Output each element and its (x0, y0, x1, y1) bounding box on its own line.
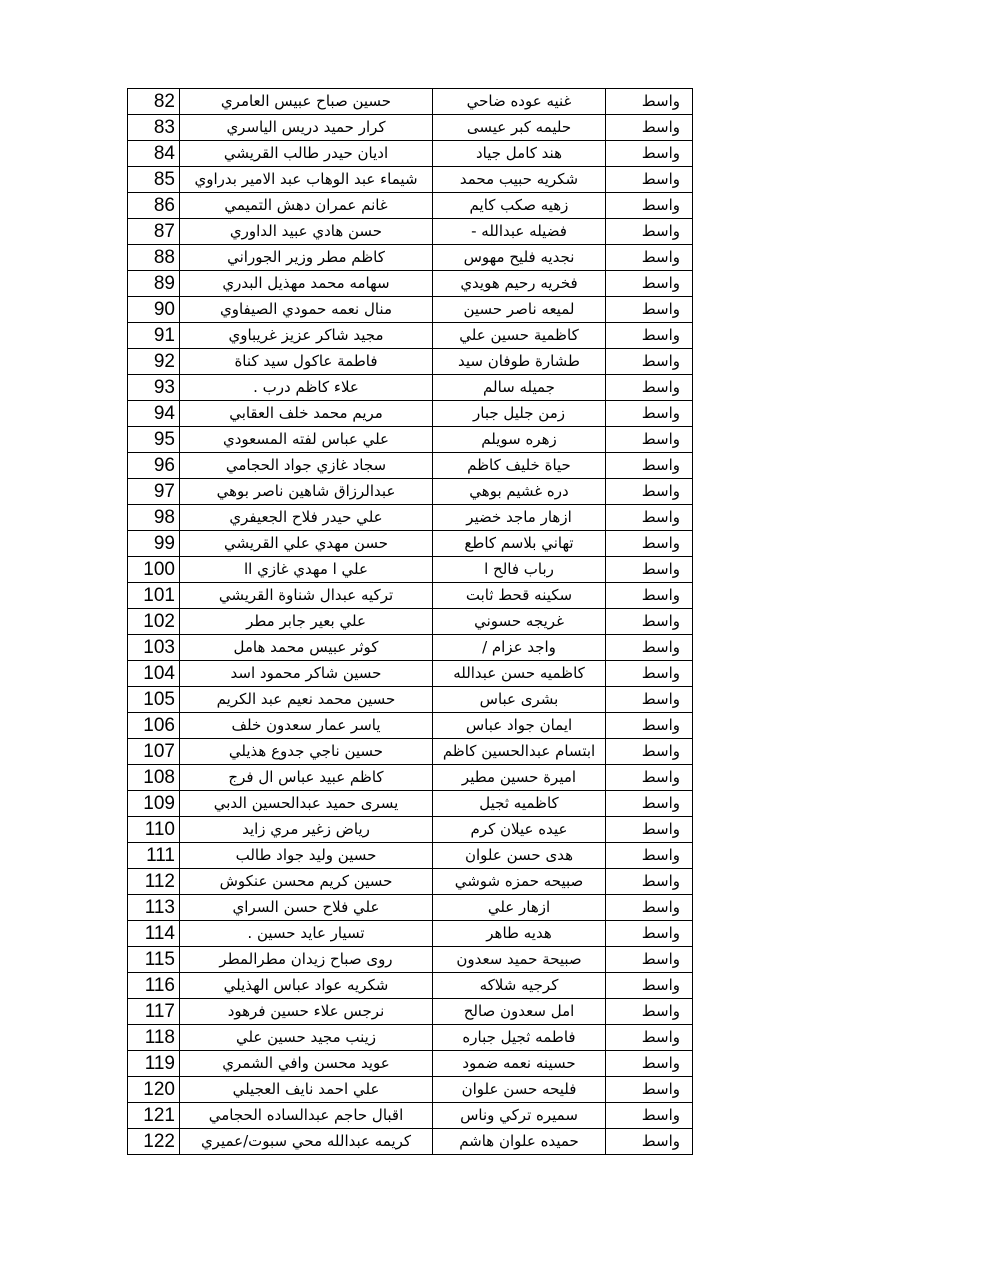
row-number: 114 (128, 921, 180, 947)
row-number: 99 (128, 531, 180, 557)
province-name: واسط (606, 1051, 693, 1077)
relative-name: نجديه فليح مهوس (433, 245, 606, 271)
relative-name: هديه طاهر (433, 921, 606, 947)
row-number: 88 (128, 245, 180, 271)
province-name: واسط (606, 583, 693, 609)
row-number: 93 (128, 375, 180, 401)
province-name: واسط (606, 635, 693, 661)
province-name: واسط (606, 895, 693, 921)
province-name: واسط (606, 791, 693, 817)
table-row (128, 973, 693, 999)
person-name: علي حيدر فلاح الجعيفري (180, 505, 433, 531)
person-name: علي بعير جابر مطر (180, 609, 433, 635)
province-name: واسط (606, 375, 693, 401)
row-number: 116 (128, 973, 180, 999)
relative-name: زمن جليل جبار (433, 401, 606, 427)
table-row (128, 193, 693, 219)
table-row (128, 115, 693, 141)
relative-name: فليحه حسن علوان (433, 1077, 606, 1103)
relative-name: طشارة طوفان سيد (433, 349, 606, 375)
names-sheet (127, 88, 693, 1155)
table-row (128, 869, 693, 895)
relative-name: هدى حسن علوان (433, 843, 606, 869)
person-name: كاظم مطر وزير الجوراني (180, 245, 433, 271)
relative-name: سميره تركي وناس (433, 1103, 606, 1129)
relative-name: امل سعدون صالح (433, 999, 606, 1025)
row-number: 120 (128, 1077, 180, 1103)
row-number: 82 (128, 89, 180, 115)
province-name: واسط (606, 1103, 693, 1129)
relative-name: واجد عزام / (433, 635, 606, 661)
person-name: علي ا مهدي غازي اا (180, 557, 433, 583)
province-name: واسط (606, 401, 693, 427)
row-number: 110 (128, 817, 180, 843)
relative-name: رباب فالح ا (433, 557, 606, 583)
row-number: 102 (128, 609, 180, 635)
person-name: نرجس علاء حسين فرهود (180, 999, 433, 1025)
row-number: 107 (128, 739, 180, 765)
table-row (128, 791, 693, 817)
person-name: مريم محمد خلف العقابي (180, 401, 433, 427)
person-name: عبدالرزاق شاهين ناصر بوهي (180, 479, 433, 505)
province-name: واسط (606, 453, 693, 479)
relative-name: ابتسام عبدالحسين كاظم (433, 739, 606, 765)
table-row (128, 1077, 693, 1103)
person-name: تسيار عايد حسين . (180, 921, 433, 947)
relative-name: تهاني بلاسم كاطع (433, 531, 606, 557)
table-row (128, 531, 693, 557)
person-name: مجيد شاكر عزيز غريباوي (180, 323, 433, 349)
province-name: واسط (606, 713, 693, 739)
table-row (128, 375, 693, 401)
person-name: غانم عمران دهش التميمي (180, 193, 433, 219)
row-number: 92 (128, 349, 180, 375)
relative-name: ايمان جواد عباس (433, 713, 606, 739)
relative-name: فخريه رحيم هويدي (433, 271, 606, 297)
province-name: واسط (606, 557, 693, 583)
table-row (128, 271, 693, 297)
province-name: واسط (606, 687, 693, 713)
person-name: علاء كاظم درب . (180, 375, 433, 401)
relative-name: فاطمه ثجيل جباره (433, 1025, 606, 1051)
province-name: واسط (606, 973, 693, 999)
table-row (128, 921, 693, 947)
row-number: 108 (128, 765, 180, 791)
person-name: تركيه عبدال شناوة القريشي (180, 583, 433, 609)
relative-name: كاظميه حسن عبدالله (433, 661, 606, 687)
relative-name: كاظمية حسين علي (433, 323, 606, 349)
table-row (128, 401, 693, 427)
table-row (128, 479, 693, 505)
person-name: حسين صباح عبيس العامري (180, 89, 433, 115)
person-name: علي عباس لفته المسعودي (180, 427, 433, 453)
table-row (128, 297, 693, 323)
table-row (128, 505, 693, 531)
table-row (128, 947, 693, 973)
province-name: واسط (606, 89, 693, 115)
table-row (128, 817, 693, 843)
province-name: واسط (606, 349, 693, 375)
province-name: واسط (606, 661, 693, 687)
province-name: واسط (606, 193, 693, 219)
province-name: واسط (606, 1129, 693, 1155)
person-name: رياض زغير مري زايد (180, 817, 433, 843)
province-name: واسط (606, 1025, 693, 1051)
province-name: واسط (606, 297, 693, 323)
person-name: اديان حيدر طالب القريشي (180, 141, 433, 167)
person-name: يسرى حميد عبدالحسين الدبي (180, 791, 433, 817)
row-number: 95 (128, 427, 180, 453)
province-name: واسط (606, 167, 693, 193)
person-name: حسين محمد نعيم عبد الكريم (180, 687, 433, 713)
row-number: 106 (128, 713, 180, 739)
person-name: شيماء عبد الوهاب عبد الامير بدراوي (180, 167, 433, 193)
row-number: 94 (128, 401, 180, 427)
province-name: واسط (606, 531, 693, 557)
relative-name: كرجيه شلاكه (433, 973, 606, 999)
row-number: 104 (128, 661, 180, 687)
table-row (128, 245, 693, 271)
person-name: روى صباح زيدان مطرالمطر (180, 947, 433, 973)
province-name: واسط (606, 947, 693, 973)
relative-name: دره غشيم بوهي (433, 479, 606, 505)
row-number: 109 (128, 791, 180, 817)
province-name: واسط (606, 609, 693, 635)
row-number: 113 (128, 895, 180, 921)
row-number: 111 (128, 843, 180, 869)
row-number: 105 (128, 687, 180, 713)
person-name: عويد محسن وافي الشمري (180, 1051, 433, 1077)
person-name: حسين كريم محسن عنكوش (180, 869, 433, 895)
province-name: واسط (606, 921, 693, 947)
relative-name: اميرة حسين مطير (433, 765, 606, 791)
table-row (128, 427, 693, 453)
table-row (128, 1025, 693, 1051)
person-name: زينب مجيد حسين علي (180, 1025, 433, 1051)
province-name: واسط (606, 739, 693, 765)
table-row (128, 453, 693, 479)
province-name: واسط (606, 817, 693, 843)
row-number: 112 (128, 869, 180, 895)
province-name: واسط (606, 999, 693, 1025)
person-name: حسين وليد جواد طالب (180, 843, 433, 869)
person-name: فاطمة عاكول سيد كناة (180, 349, 433, 375)
relative-name: فضيله عبدالله - (433, 219, 606, 245)
table-row (128, 739, 693, 765)
table-row (128, 219, 693, 245)
table-row (128, 1051, 693, 1077)
table-row (128, 1129, 693, 1155)
person-name: كوثر عبيس محمد هامل (180, 635, 433, 661)
row-number: 101 (128, 583, 180, 609)
province-name: واسط (606, 219, 693, 245)
row-number: 115 (128, 947, 180, 973)
province-name: واسط (606, 115, 693, 141)
row-number: 90 (128, 297, 180, 323)
relative-name: شكريه حبيب محمد (433, 167, 606, 193)
relative-name: هند كامل جياد (433, 141, 606, 167)
table-row (128, 713, 693, 739)
province-name: واسط (606, 869, 693, 895)
row-number: 117 (128, 999, 180, 1025)
names-table-body (128, 89, 693, 1155)
relative-name: غنيه عوده ضاحي (433, 89, 606, 115)
person-name: علي احمد نايف العجيلي (180, 1077, 433, 1103)
province-name: واسط (606, 1077, 693, 1103)
row-number: 85 (128, 167, 180, 193)
person-name: حسين ناجي جدوع هذيلي (180, 739, 433, 765)
province-name: واسط (606, 765, 693, 791)
table-row (128, 895, 693, 921)
table-row (128, 765, 693, 791)
relative-name: حميده علوان هاشم (433, 1129, 606, 1155)
relative-name: صبيحه حمزه شوشي (433, 869, 606, 895)
relative-name: ازهار ماجد خضير (433, 505, 606, 531)
row-number: 100 (128, 557, 180, 583)
row-number: 87 (128, 219, 180, 245)
province-name: واسط (606, 323, 693, 349)
relative-name: كاظميه ثجيل (433, 791, 606, 817)
row-number: 86 (128, 193, 180, 219)
table-row (128, 323, 693, 349)
names-table (127, 88, 693, 1155)
person-name: كاظم عبيد عباس ال فرج (180, 765, 433, 791)
person-name: حسن هادي عبيد الداوري (180, 219, 433, 245)
row-number: 89 (128, 271, 180, 297)
person-name: ياسر عمار سعدون خلف (180, 713, 433, 739)
relative-name: سكينه قحط ثابت (433, 583, 606, 609)
table-row (128, 349, 693, 375)
table-row (128, 583, 693, 609)
person-name: كريمه عبدالله محي سبوت/عميري (180, 1129, 433, 1155)
table-row (128, 635, 693, 661)
person-name: سجاد غازي جواد الحجامي (180, 453, 433, 479)
table-row (128, 609, 693, 635)
relative-name: حياة خليف كاظم (433, 453, 606, 479)
row-number: 122 (128, 1129, 180, 1155)
relative-name: لميعه ناصر حسين (433, 297, 606, 323)
province-name: واسط (606, 245, 693, 271)
table-row (128, 661, 693, 687)
table-row (128, 999, 693, 1025)
person-name: علي فلاح حسن السراي (180, 895, 433, 921)
row-number: 103 (128, 635, 180, 661)
relative-name: ازهار علي (433, 895, 606, 921)
table-row (128, 557, 693, 583)
province-name: واسط (606, 271, 693, 297)
relative-name: زهيه صكب كايم (433, 193, 606, 219)
table-row (128, 843, 693, 869)
person-name: شكريه عواد عباس الهذيلي (180, 973, 433, 999)
relative-name: غريجه حسوني (433, 609, 606, 635)
relative-name: زهره سويلم (433, 427, 606, 453)
row-number: 83 (128, 115, 180, 141)
relative-name: صبيحة حميد سعدون (433, 947, 606, 973)
relative-name: بشرى عباس (433, 687, 606, 713)
row-number: 84 (128, 141, 180, 167)
relative-name: حليمه كبر عيسى (433, 115, 606, 141)
relative-name: جميله سالم (433, 375, 606, 401)
row-number: 98 (128, 505, 180, 531)
person-name: كرار حميد دريس الياسري (180, 115, 433, 141)
person-name: منال نعمه حمودي الصيفاوي (180, 297, 433, 323)
province-name: واسط (606, 843, 693, 869)
person-name: سهامه محمد مهذيل البدري (180, 271, 433, 297)
table-row (128, 687, 693, 713)
province-name: واسط (606, 141, 693, 167)
person-name: حسن مهدي علي القريشي (180, 531, 433, 557)
row-number: 97 (128, 479, 180, 505)
row-number: 119 (128, 1051, 180, 1077)
row-number: 118 (128, 1025, 180, 1051)
relative-name: حسينه نعمه ضمود (433, 1051, 606, 1077)
table-row (128, 1103, 693, 1129)
person-name: اقبال حاجم عبدالساده الحجامي (180, 1103, 433, 1129)
table-row (128, 89, 693, 115)
row-number: 121 (128, 1103, 180, 1129)
province-name: واسط (606, 505, 693, 531)
province-name: واسط (606, 427, 693, 453)
relative-name: عيده عيلان كرم (433, 817, 606, 843)
row-number: 96 (128, 453, 180, 479)
table-row (128, 141, 693, 167)
row-number: 91 (128, 323, 180, 349)
table-row (128, 167, 693, 193)
person-name: حسين شاكر محمود اسد (180, 661, 433, 687)
province-name: واسط (606, 479, 693, 505)
